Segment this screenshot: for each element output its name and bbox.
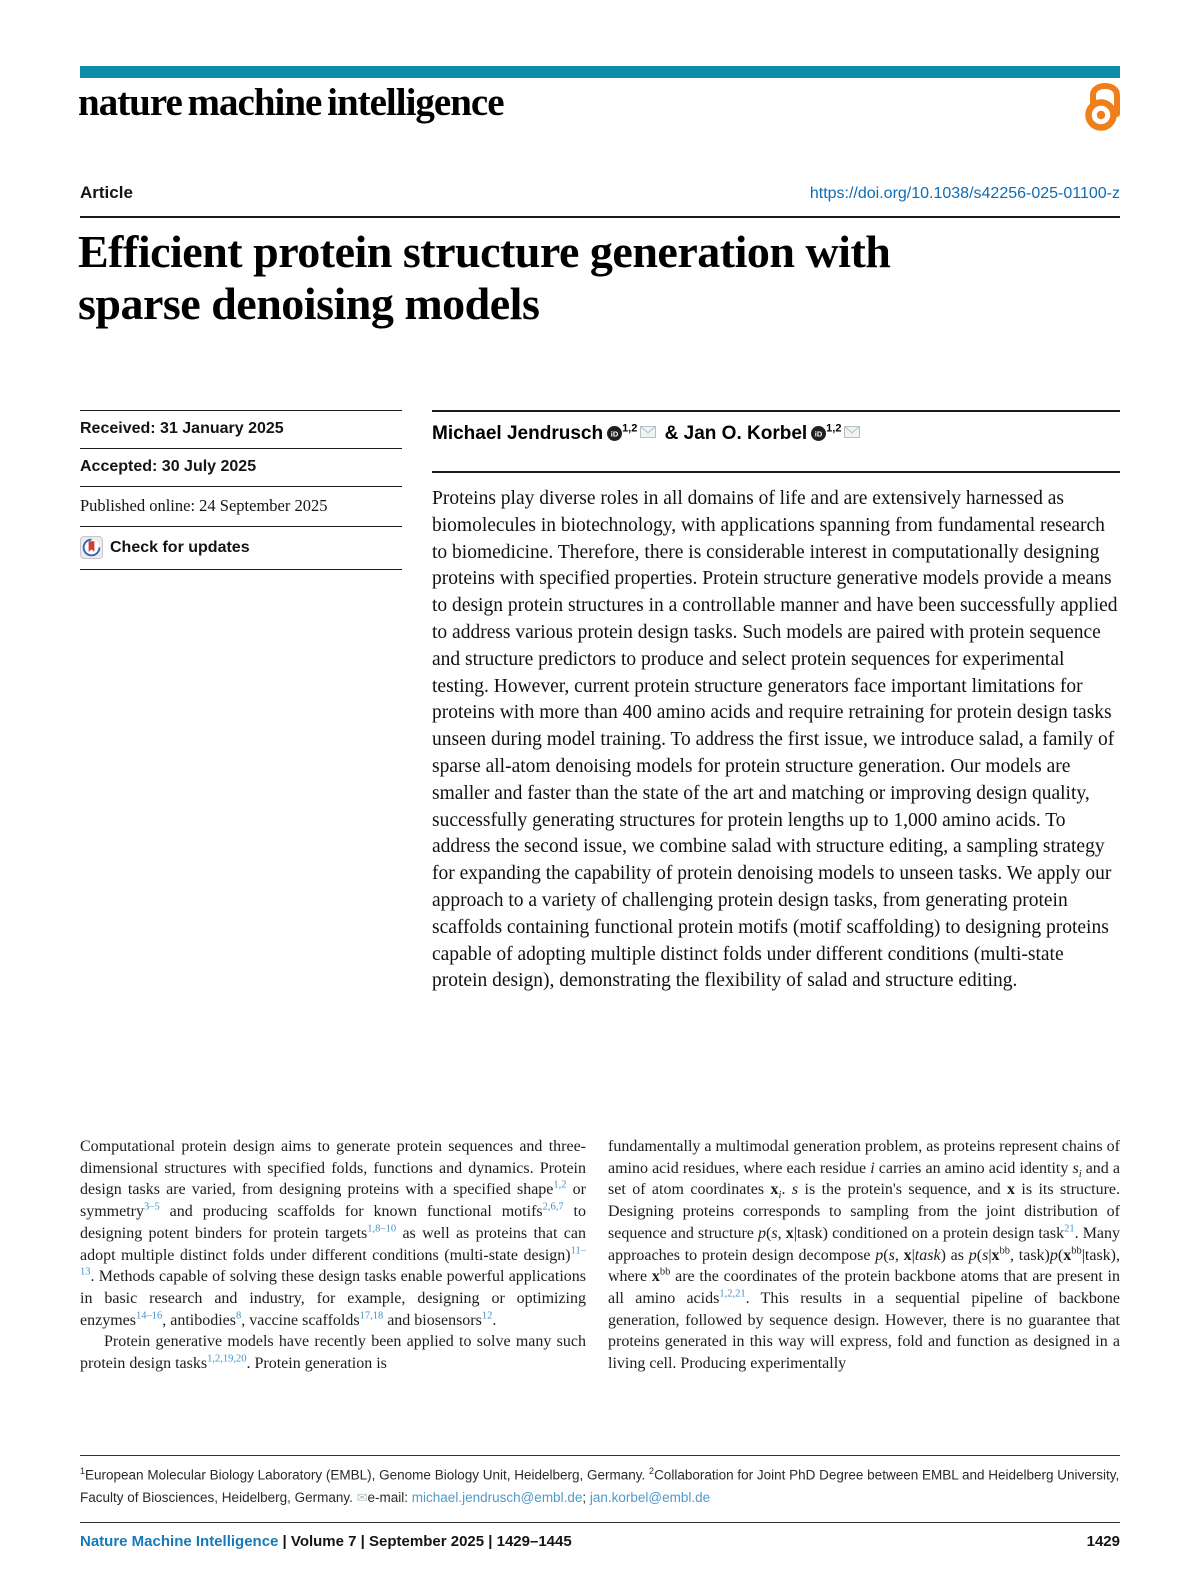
crossmark-icon — [80, 536, 103, 559]
doi-link[interactable]: https://doi.org/10.1038/s42256-025-01100-z — [809, 185, 1120, 202]
footer-issue-line — [80, 1533, 572, 1550]
abstract-text: Proteins play diverse roles in all domains of life and are extensively harnessed as biomolecules in biotechnology, with applications spanning from fundamental research to biomedicine. Therefore, there is considerable interest in computationally designing proteins with specified properties. Protein structure generative models provide a means to design protein structures in a controllable manner and have been successfully applied to address various protein design tasks. Such models are paired with protein sequence and structure predictors to produce and select protein sequences for experimental testing. However, current protein structure generators face important limitations for proteins with more than 400 amino acids and require retraining for protein design tasks unseen during model training. To address the first issue, we introduce salad, a family of sparse all-atom denoising models for protein structure generation. Our models are smaller and faster than the state of the art and matching or improving design quality, successfully generating structures for protein lengths up to 1,000 amino acids. To address the second issue, we combine salad with structure editing, a sampling strategy for expanding the capability of protein denoising models to unseen tasks. We apply our approach to a variety of challenging protein design tasks, from generating protein scaffolds containing functional protein motifs (motif scaffolding) to designing proteins capable of adopting multiple distinct folds under different conditions (multi-state protein design), demonstrating the flexibility of salad and structure editing. — [432, 471, 1120, 995]
svg-text:iD: iD — [814, 429, 823, 439]
page-footer — [80, 1533, 1120, 1550]
footer-divider — [80, 1522, 1120, 1523]
footer-issue-info: | Volume 7 | September 2025 | 1429–1445 — [278, 1533, 572, 1550]
svg-text:iD: iD — [610, 429, 619, 439]
journal-logo: nature machine intelligence — [78, 81, 504, 124]
journal-accent-bar — [80, 66, 1120, 78]
open-access-icon — [1082, 76, 1126, 132]
author-affiliations-second: 1,2 — [826, 422, 842, 435]
footer-journal-name: Nature Machine Intelligence — [80, 1533, 279, 1550]
author-separator: & — [659, 423, 684, 444]
author-abstract-column — [432, 410, 1120, 995]
page-number: 1429 — [1086, 1533, 1120, 1550]
orcid-icon[interactable] — [811, 425, 826, 447]
body-text — [80, 1136, 1120, 1375]
author-name-first: Michael Jendrusch — [432, 423, 604, 444]
received-date: Received: 31 January 2025 — [80, 410, 402, 448]
author-name-second: Jan O. Korbel — [683, 423, 808, 444]
article-history-panel — [80, 410, 402, 570]
body-paragraph: fundamentally a multimodal generation problem, as proteins represent chains of amino acid residues, where each residue i carries an amino acid identity $s_i$ and a set of atom coordinates $x_i$. s is the protein's sequence, and x is its structure. Designing proteins corresponds to sampling from the joint distribution of sequence and structure p(s, x|task) conditioned on a protein design task$^{21}$. Many approaches to protein design decompose p(s, x|task) as $p(s|x^{bb}$, $task)p(x^{bb}|task)$, where $x^{bb}$ are the coordinates of the protein backbone atoms that are present in all amino acids$^{1,2,21}$. This results in a sequential pipeline of backbone generation, followed by sequence design. However, there is no guarantee that proteins generated in this way will express, fold and function as designed in a living cell. Producing experimentally — [608, 1138, 1121, 1373]
author-affiliations-first: 1,2 — [622, 422, 638, 435]
check-for-updates-label: Check for updates — [110, 538, 250, 556]
email-link-jendrusch[interactable]: michael.jendrusch@embl.de — [411, 1490, 583, 1506]
footnote-divider — [80, 1455, 1120, 1456]
body-paragraph: Protein generative models have recently been applied to solve many such protein design tasks$^{1,2,19,20}$. Protein generation is — [80, 1333, 586, 1373]
email-icon-second[interactable] — [844, 422, 860, 444]
article-title: Efficient protein structure generation with sparse denoising models — [78, 226, 891, 330]
email-icon-first[interactable] — [640, 422, 656, 444]
published-date: Published online: 24 September 2025 — [80, 486, 402, 526]
article-header-row — [80, 183, 1120, 203]
affiliations-footnote: $^1$European Molecular Biology Laboratory (EMBL), Genome Biology Unit, Heidelberg, Germany. $^2$Collaboration for Joint PhD Degree between EMBL and Heidelberg University, Faculty of Biosciences, Heidelberg, Germany. ✉e-mail: michael.jendrusch@embl.de; jan.korbel@embl.de — [80, 1466, 1120, 1506]
body-paragraph: Computational protein design aims to generate protein sequences and three-dimensional structures with specified folds, functions and dynamics. Protein design tasks are varied, from designing proteins with a specified shape$^{1,2}$ or symmetry$^{3-5}$ and producing scaffolds for known functional motifs$^{2,6,7}$ to designing potent binders for protein targets$^{1,8-10}$ as well as proteins that can adopt multiple distinct folds under different conditions (multi-state design)$^{11-13}$. Methods capable of solving these design tasks enable powerful applications in basic research and industry, for example, designing or optimizing enzymes$^{14-16}$, antibodies$^8$, vaccine scaffolds$^{17,18}$ and biosensors$^{12}$. — [80, 1138, 587, 1329]
body-column-left — [80, 1136, 586, 1375]
check-for-updates-button[interactable] — [80, 526, 402, 570]
header-divider — [80, 216, 1120, 218]
author-line — [432, 410, 1120, 471]
envelope-icon: ✉ — [356, 1490, 368, 1506]
article-type-label: Article — [80, 183, 133, 202]
email-link-korbel[interactable]: jan.korbel@embl.de — [589, 1490, 711, 1506]
orcid-icon[interactable] — [607, 425, 622, 447]
accepted-date: Accepted: 30 July 2025 — [80, 448, 402, 486]
body-column-right — [608, 1136, 1120, 1375]
